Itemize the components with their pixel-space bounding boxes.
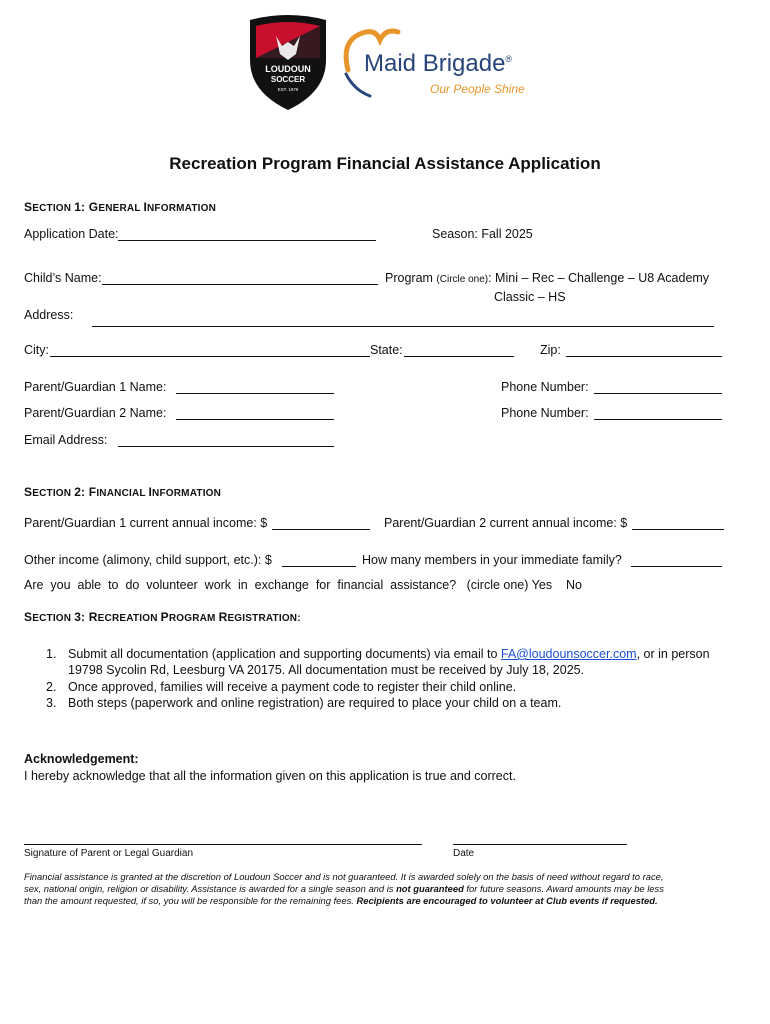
income2-field[interactable]	[632, 529, 724, 530]
state-label: State:	[370, 343, 403, 357]
acknowledgement-text: I hereby acknowledge that all the information given on this application is true and correct.	[24, 769, 516, 783]
application-date-label: Application Date:	[24, 227, 119, 241]
parent1-name-label: Parent/Guardian 1 Name:	[24, 380, 167, 394]
date-label: Date	[453, 848, 475, 859]
section-2-heading: SECTION 2: FINANCIAL INFORMATION	[24, 485, 222, 499]
zip-field[interactable]	[566, 356, 722, 357]
phone2-label: Phone Number:	[501, 406, 589, 420]
sponsor-registered-mark: ®	[505, 54, 513, 64]
income1-label: Parent/Guardian 1 current annual income: $	[24, 516, 268, 530]
zip-label: Zip:	[540, 343, 561, 357]
acknowledgement-heading: Acknowledgement:	[24, 752, 139, 766]
signature-label: Signature of Parent or Legal Guardian	[24, 848, 193, 859]
signature-field[interactable]	[24, 844, 422, 845]
season-text: Season: Fall 2025	[432, 227, 533, 241]
maid-brigade-logo	[340, 24, 530, 100]
address-label: Address:	[24, 308, 74, 322]
child-name-field[interactable]	[102, 284, 378, 285]
family-members-label: How many members in your immediate family?	[362, 553, 622, 567]
page-title: Recreation Program Financial Assistance Application	[169, 154, 601, 173]
city-label: City:	[24, 343, 49, 357]
phone1-label: Phone Number:	[501, 380, 589, 394]
parent2-name-label: Parent/Guardian 2 Name:	[24, 406, 167, 420]
volunteer-question[interactable]: Are you able to do volunteer work in exchange for financial assistance? (circle one) Yes No	[24, 578, 582, 592]
other-income-field[interactable]	[282, 566, 356, 567]
sponsor-tagline: Our People Shine	[430, 82, 525, 96]
phone2-field[interactable]	[594, 419, 722, 420]
address-field[interactable]	[92, 326, 714, 327]
club-logo-line1: LOUDOUN	[265, 64, 311, 74]
family-members-field[interactable]	[631, 566, 722, 567]
application-date-field[interactable]	[118, 240, 376, 241]
parent1-name-field[interactable]	[176, 393, 334, 394]
phone1-field[interactable]	[594, 393, 722, 394]
email-field[interactable]	[118, 446, 334, 447]
city-field[interactable]	[50, 356, 370, 357]
section-1-heading: SECTION 1: GENERAL INFORMATION	[24, 200, 217, 214]
email-label: Email Address:	[24, 433, 108, 447]
child-name-label: Child’s Name:	[24, 271, 102, 285]
footer-disclaimer: Financial assistance is granted at the discretion of Loudoun Soccer and is not guaranteed. It is awarded solely on the basis of need without regard to race, sex, national origin, religion or disability. Assistance is awarded for a single season and is not guaranteed for future seasons. Award amounts may be less than the amount requested, if so, you will be responsible for the remaining fees. Recipients are encouraged to volunteer at Club events if requested.	[24, 871, 664, 906]
program-options-line2[interactable]: Classic – HS	[494, 290, 566, 304]
parent2-name-field[interactable]	[176, 419, 334, 420]
email-link[interactable]: FA@loudounsoccer.com	[500, 647, 637, 661]
state-field[interactable]	[404, 356, 514, 357]
loudoun-soccer-logo	[246, 14, 330, 112]
club-logo-est: EST. 1976	[277, 87, 299, 92]
income1-field[interactable]	[272, 529, 370, 530]
section-3-heading: SECTION 3: RECREATION PROGRAM REGISTRATION:	[24, 610, 301, 624]
program-selection[interactable]: Program (Circle one): Mini – Rec – Challenge – U8 Academy	[385, 271, 710, 285]
sponsor-name: Maid Brigade	[364, 50, 506, 77]
other-income-label: Other income (alimony, child support, etc.): $	[24, 553, 272, 567]
registration-steps-list: 1. Submit all documentation (application and supporting documents) via email to FA@loudounsoccer.com, or in person 19798 Sycolin Rd, Leesburg VA 20175. All documentation must be received by July 18, 2025. 2. Once approved, families will receive a payment code to register their child online. 3. Both steps (paperwork and online registration) are required to place your child on a team.	[46, 647, 710, 710]
date-field[interactable]	[453, 844, 627, 845]
income2-label: Parent/Guardian 2 current annual income: $	[384, 516, 628, 530]
club-logo-line2: SOCCER	[270, 75, 306, 84]
